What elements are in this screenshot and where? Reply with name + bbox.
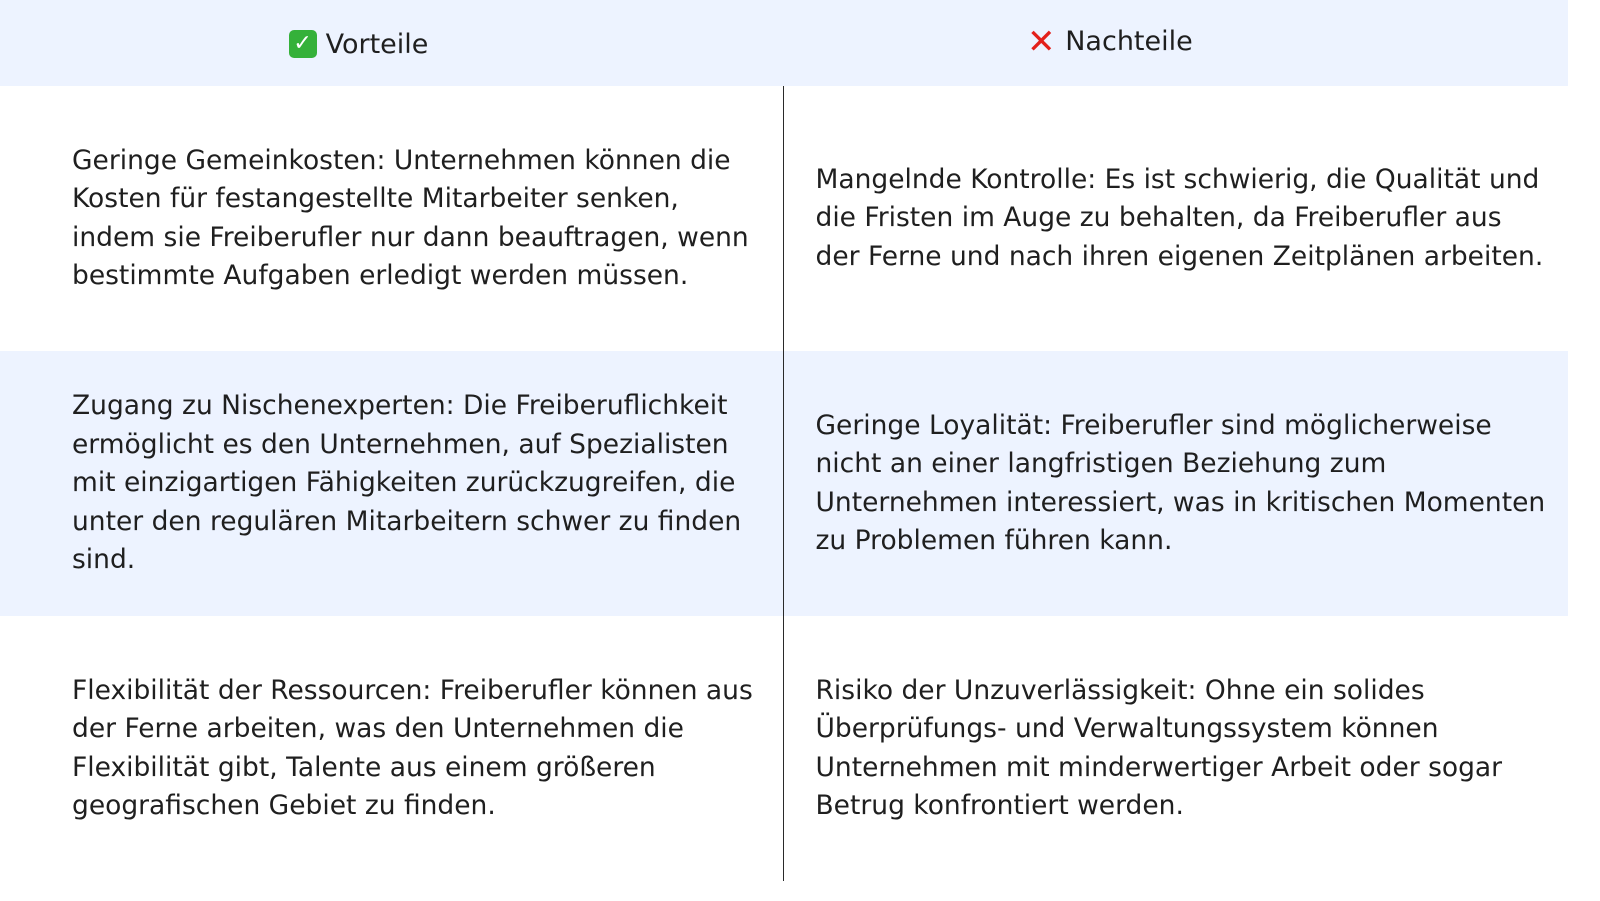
cons-header (783, 0, 1568, 86)
pros-header (0, 0, 783, 86)
con-cell: Geringe Loyalität: Freiberufler sind möglicherweise nicht an einer langfristigen Beziehung zum Unternehmen interessiert, was in kritischen Momenten zu Problemen führen kann. (783, 351, 1568, 616)
cons-header-label: Nachteile (1065, 26, 1193, 58)
pro-cell: Flexibilität der Ressourcen: Freiberufler können aus der Ferne arbeiten, was den Unternehmen die Flexibilität gibt, Talente aus einem größeren geografischen Gebiet zu finden. (72, 674, 753, 821)
pros-header-label: Vorteile (325, 28, 429, 60)
table-row (0, 86, 1568, 351)
table-row (0, 616, 1568, 881)
pro-cell: Geringe Gemeinkosten: Unternehmen können die Kosten für festangestellte Mitarbeiter senken, indem sie Freiberufler nur dann beauftragen, wenn bestimmte Aufgaben erledigt werden müssen. (72, 144, 749, 291)
header-row (0, 0, 1568, 86)
pro-cell: Zugang zu Nischenexperten: Die Freiberuflichkeit ermöglicht es den Unternehmen, auf Spezialisten mit einzigartigen Fähigkeiten zurückzugreifen, die unter den regulären Mitarbeitern schwer zu finden sind. (0, 351, 783, 616)
check-mark-icon: ✓ (289, 30, 317, 58)
con-cell: Risiko der Unzuverlässigkeit: Ohne ein solides Überprüfungs- und Verwaltungssystem können Unternehmen mit minderwertiger Arbeit oder sogar Betrug konfrontiert werden. (783, 616, 1568, 881)
table-row (0, 351, 1568, 616)
cross-mark-icon: ✕ (1026, 21, 1056, 62)
con-cell: Mangelnde Kontrolle: Es ist schwierig, die Qualität und die Fristen im Auge zu behalten, da Freiberufler aus der Ferne und nach ihren eigenen Zeitplänen arbeiten. (783, 86, 1568, 351)
